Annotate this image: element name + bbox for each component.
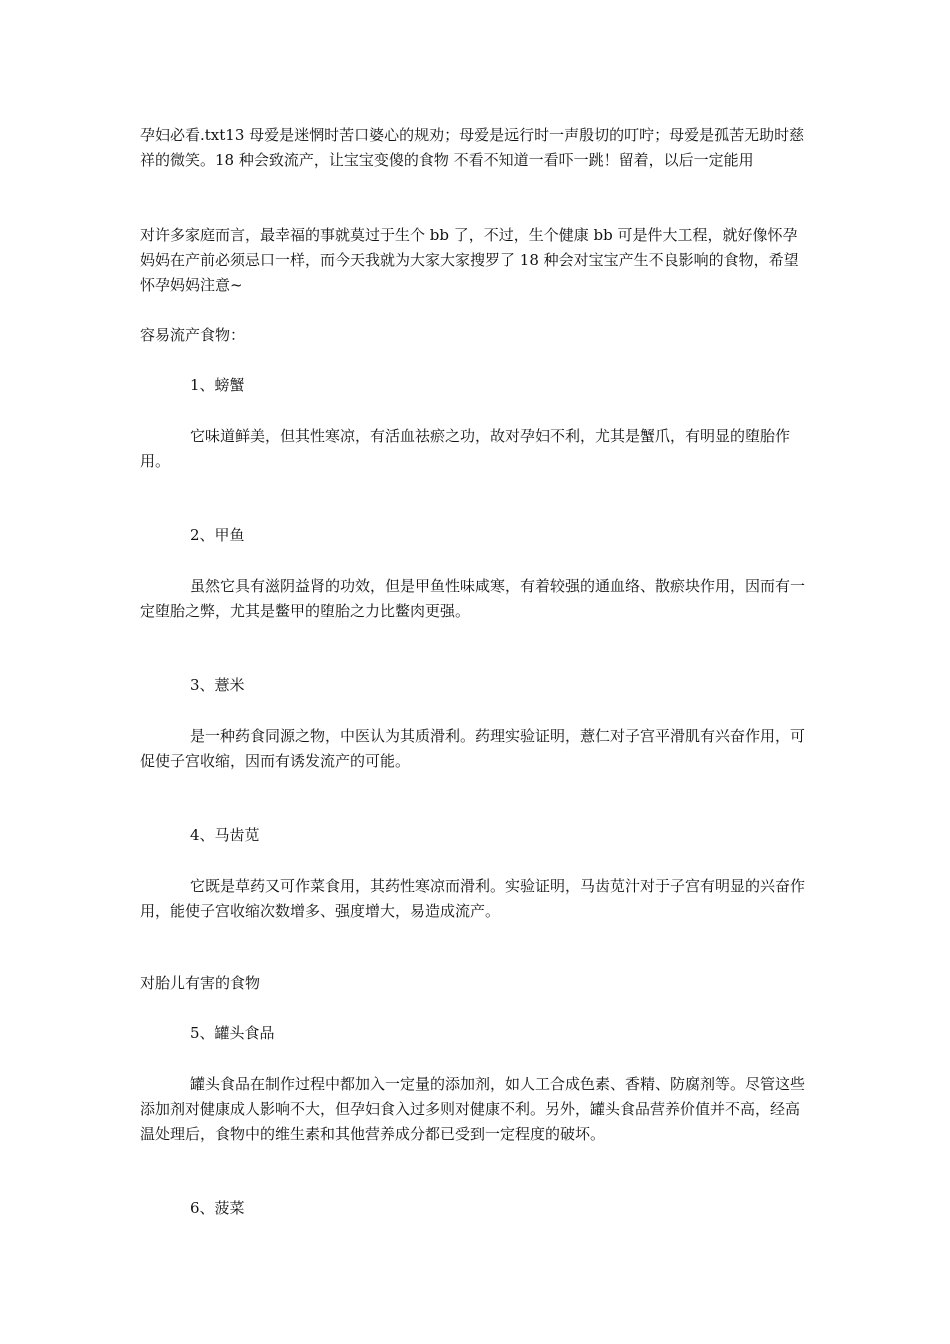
intro-paragraph-2: 对许多家庭而言，最幸福的事就莫过于生个 bb 了，不过，生个健康 bb 可是件大工程，就好像怀孕妈妈在产前必须忌口一样，而今天我就为大家大家搜罗了 18 种会对宝宝产生不良影响的食物，希望怀孕妈妈注意~ <box>140 226 799 294</box>
item-title-canned-food: 5、罐头食品 <box>190 1024 275 1042</box>
item-body-crab: 它味道鲜美，但其性寒凉，有活血祛瘀之功，故对孕妇不利，尤其是蟹爪，有明显的堕胎作用。 <box>140 427 791 470</box>
item-title-crab: 1、螃蟹 <box>190 376 245 394</box>
item-title-turtle: 2、甲鱼 <box>190 526 245 544</box>
intro-paragraph-1: 孕妇必看.txt13 母爱是迷惘时苦口婆心的规劝；母爱是远行时一声殷切的叮咛；母爱是孤苦无助时慈祥的微笑。18 种会致流产，让宝宝变傻的食物 不看不知道一看吓一跳！留着，以后一定能用 <box>140 126 805 169</box>
item-title-coix: 3、薏米 <box>190 676 245 694</box>
item-body-turtle: 虽然它具有滋阴益肾的功效，但是甲鱼性味咸寒，有着较强的通血络、散瘀块作用，因而有一定堕胎之弊，尤其是鳖甲的堕胎之力比鳖肉更强。 <box>140 577 806 620</box>
item-body-coix: 是一种药食同源之物，中医认为其质滑利。药理实验证明，薏仁对子宫平滑肌有兴奋作用，可促使子宫收缩，因而有诱发流产的可能。 <box>140 727 806 770</box>
item-body-purslane: 它既是草药又可作菜食用，其药性寒凉而滑利。实验证明，马齿苋汁对于子宫有明显的兴奋作用，能使子宫收缩次数增多、强度增大，易造成流产。 <box>140 877 806 920</box>
item-title-purslane: 4、马齿苋 <box>190 826 260 844</box>
section-heading-miscarriage: 容易流产食物： <box>140 326 246 344</box>
item-body-canned-food: 罐头食品在制作过程中都加入一定量的添加剂，如人工合成色素、香精、防腐剂等。尽管这些添加剂对健康成人影响不大，但孕妇食入过多则对健康不利。另外，罐头食品营养价值并不高，经高温处理后，食物中的维生素和其他营养成分都已受到一定程度的破坏。 <box>140 1075 806 1143</box>
item-title-spinach: 6、菠菜 <box>190 1199 245 1217</box>
section-heading-harmful: 对胎儿有害的食物 <box>140 974 261 992</box>
